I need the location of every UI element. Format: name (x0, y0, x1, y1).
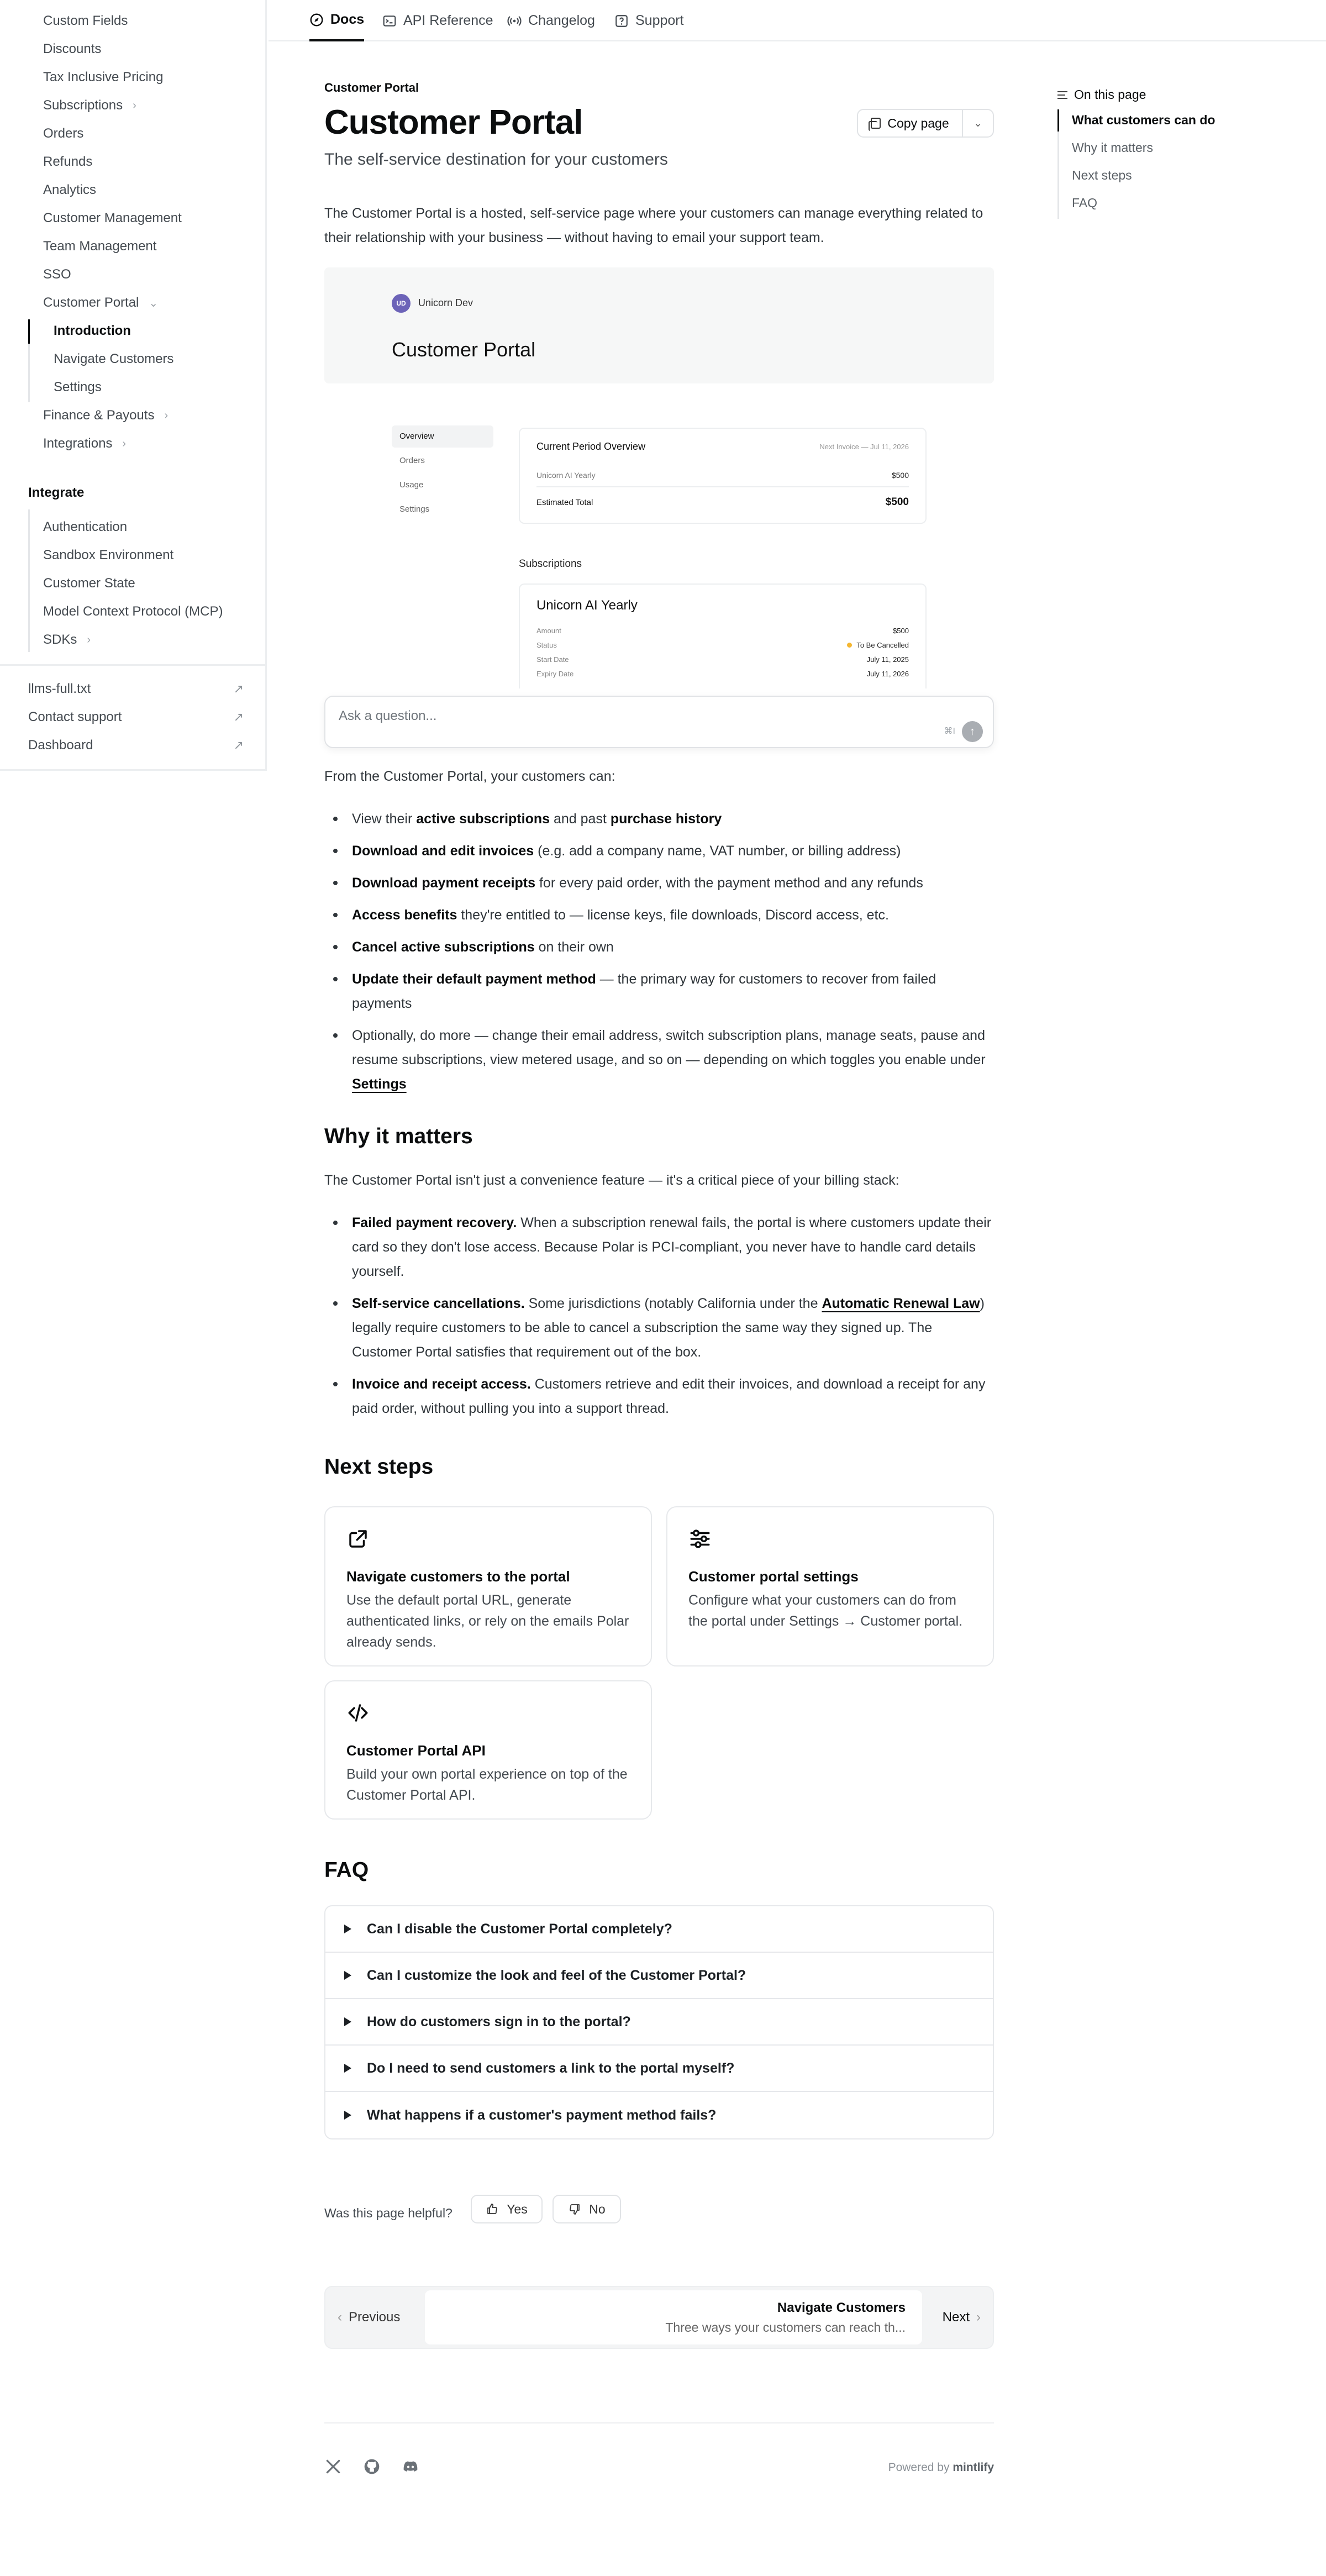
mintlify-logo: mintlify (953, 2461, 994, 2474)
row-key: Status (536, 641, 557, 649)
helpful-question: Was this page helpful? (324, 2206, 452, 2220)
list-item (352, 1211, 994, 1284)
thumbs-down-icon (568, 2202, 581, 2216)
toc-title-label: On this page (1074, 87, 1146, 102)
item-bold: Download and edit invoices (352, 843, 534, 859)
faq-item[interactable] (325, 1953, 993, 1999)
preview-nav-item: Overview (392, 425, 493, 448)
card-description: Use the default portal URL, generate authenticated links, or rely on the emails Polar already sends. (346, 1592, 629, 1650)
arrow-up-right-icon: ↗ (233, 738, 244, 752)
thumbs-up-icon (486, 2202, 499, 2216)
sidebar (0, 0, 267, 771)
sidebar-item-label: Tax Inclusive Pricing (43, 70, 164, 85)
faq-item[interactable] (325, 2092, 993, 2138)
sidebar-item-mcp[interactable] (43, 602, 223, 622)
list-item (352, 967, 994, 1016)
sidebar-item-tax-inclusive-pricing[interactable] (43, 67, 163, 87)
next-page-title: Navigate Customers (777, 2300, 906, 2315)
tab-label: Support (635, 13, 684, 28)
caret-right-icon (344, 1971, 351, 1980)
ask-assistant-bar (324, 696, 994, 748)
tab-docs[interactable] (309, 0, 364, 41)
sidebar-divider (0, 664, 267, 666)
link-label: llms-full.txt (28, 681, 91, 696)
chevron-down-icon: ⌄ (149, 297, 159, 309)
sidebar-item-sandbox-environment[interactable] (43, 545, 173, 565)
faq-question: Can I customize the look and feel of the Customer Portal? (367, 1967, 746, 1983)
sidebar-item-finance-payouts[interactable] (43, 406, 168, 425)
chevron-right-icon: › (164, 409, 169, 422)
next-page-link[interactable] (943, 2287, 981, 2348)
toc-item-what-customers-can-do[interactable]: What customers can do (1072, 113, 1216, 127)
item-bold: purchase history (610, 811, 722, 827)
sidebar-item-label: Introduction (54, 323, 131, 338)
compass-icon (309, 13, 324, 27)
sidebar-item-label: Refunds (43, 154, 93, 169)
tab-changelog[interactable] (507, 0, 595, 41)
link-label: Dashboard (28, 738, 93, 753)
item-text: Some jurisdictions (notably California under the (524, 1296, 822, 1311)
sidebar-item-sdks[interactable] (43, 630, 91, 650)
toc-title (1057, 87, 1146, 102)
faq-item[interactable] (325, 1906, 993, 1953)
overview-head (536, 429, 909, 464)
item-text: (e.g. add a company name, VAT number, or billing address) (534, 843, 901, 859)
group-rail (28, 509, 30, 652)
card-customer-portal-api[interactable] (324, 1680, 652, 1820)
sidebar-item-label: Sandbox Environment (43, 548, 174, 562)
chevron-left-icon: ‹ (338, 2310, 342, 2325)
preview-nav-item: Settings (399, 504, 430, 514)
arrow-up-right-icon: ↗ (233, 682, 244, 696)
github-icon (363, 2458, 381, 2475)
sidebar-item-discounts[interactable] (43, 39, 101, 59)
row-key: Expiry Date (536, 670, 574, 678)
preview-nav-item: Orders (399, 456, 425, 465)
sidebar-item-custom-fields[interactable] (43, 11, 128, 31)
overview-title: Current Period Overview (536, 440, 646, 452)
external-link-llms-full[interactable] (28, 679, 244, 699)
github-social-link[interactable] (363, 2458, 381, 2475)
sidebar-item-customer-management[interactable] (43, 208, 182, 228)
card-title: Customer Portal API (346, 1742, 486, 1759)
no-label: No (589, 2201, 606, 2216)
line-value: $500 (891, 471, 909, 480)
sidebar-item-label: Navigate Customers (54, 351, 174, 366)
chevron-down-icon: ⌄ (974, 117, 982, 129)
sidebar-item-label: Orders (43, 126, 84, 141)
automatic-renewal-law-link[interactable]: Automatic Renewal Law (822, 1296, 980, 1311)
sidebar-item-label: Customer Portal (43, 295, 139, 310)
subscription-title: Unicorn AI Yearly (536, 598, 638, 613)
toc-item-faq[interactable]: FAQ (1072, 196, 1098, 210)
sidebar-item-label: Discounts (43, 41, 102, 56)
item-bold: Cancel active subscriptions (352, 939, 535, 955)
sidebar-item-subscriptions[interactable] (43, 96, 136, 115)
faq-item[interactable] (325, 1999, 993, 2046)
intro-paragraph: The Customer Portal is a hosted, self-service page where your customers can manage everything related to their relationship with your business — without having to email your support team. (324, 206, 983, 245)
item-bold: Update their default payment method (352, 971, 596, 987)
can-do-lead: From the Customer Portal, your customers can: (324, 769, 615, 784)
powered-by[interactable] (888, 2461, 994, 2474)
next-invoice: Next Invoice — Jul 11, 2026 (819, 442, 909, 451)
row-value: To Be Cancelled (856, 641, 909, 649)
discord-icon (402, 2458, 419, 2475)
preview-overview-card (519, 428, 927, 524)
chevron-right-icon: › (133, 99, 136, 112)
subscription-row (536, 670, 909, 684)
sidebar-item-label: Team Management (43, 239, 157, 254)
sidebar-item-label: Customer State (43, 576, 135, 591)
row-value: $500 (893, 627, 909, 635)
sidebar-item-navigate-customers[interactable] (54, 349, 173, 369)
code-icon (346, 1701, 370, 1725)
caret-right-icon (344, 2064, 351, 2073)
helpful-yes-button[interactable] (471, 2195, 543, 2223)
item-bold: Download payment receipts (352, 875, 536, 891)
sidebar-item-authentication[interactable] (43, 517, 127, 537)
sidebar-item-label: Authentication (43, 519, 128, 534)
next-page-description: Three ways your customers can reach th... (665, 2320, 906, 2335)
sidebar-item-customer-portal[interactable] (43, 293, 158, 313)
row-value: July 11, 2025 (866, 655, 909, 664)
heading-why-it-matters: Why it matters (324, 1124, 473, 1148)
portal-preview-header (324, 267, 994, 383)
broadcast-icon (507, 14, 522, 28)
row-key: Start Date (536, 655, 569, 664)
previous-page-link[interactable] (338, 2287, 400, 2348)
tab-label: Docs (330, 12, 365, 27)
list-item (352, 807, 994, 831)
sidebar-item-label: Model Context Protocol (MCP) (43, 604, 223, 619)
faq-item[interactable] (325, 2046, 993, 2092)
item-bold: Failed payment recovery. (352, 1215, 517, 1231)
tab-support[interactable] (614, 0, 684, 41)
list-item (352, 903, 994, 927)
sidebar-item-customer-state[interactable] (43, 574, 135, 593)
sidebar-group-title: Integrate (28, 485, 85, 500)
chevron-right-icon: › (87, 633, 91, 646)
copy-page-label: Copy page (887, 115, 949, 130)
x-social-link[interactable] (324, 2458, 342, 2475)
item-text: Optionally, do more — change their email address, switch subscription plans, manage seats, pause and resume subscriptions, view metered usage, and so on — depending on which toggles you enable under (352, 1028, 986, 1068)
sliders-icon (688, 1527, 712, 1550)
preview-subscriptions-label: Subscriptions (519, 558, 582, 570)
sidebar-item-sso[interactable] (43, 265, 71, 285)
tab-api-reference[interactable] (382, 0, 493, 41)
total-value: $500 (885, 496, 909, 508)
copy-icon (871, 118, 881, 129)
item-text: Customers retrieve and edit their invoices, and download a receipt for any paid order, without pulling you into a support thread. (352, 1376, 986, 1416)
item-text: they're entitled to — license keys, file downloads, Discord access, etc. (457, 907, 889, 923)
heading-next-steps: Next steps (324, 1455, 434, 1479)
sidebar-item-label: Settings (54, 380, 102, 395)
faq-question: Can I disable the Customer Portal completely? (367, 1921, 672, 1937)
shortcut-hint: ⌘I (944, 727, 955, 736)
helpful-no-button[interactable] (552, 2195, 621, 2223)
item-bold: Invoice and receipt access. (352, 1376, 531, 1392)
status-dot-icon (847, 643, 852, 648)
help-icon (614, 14, 629, 28)
row-key: Amount (536, 627, 561, 635)
list-item (352, 1372, 994, 1421)
item-bold: Self-service cancellations. (352, 1296, 525, 1311)
list-item (352, 935, 994, 959)
page-subtitle: The self-service destination for your customers (324, 150, 668, 169)
preview-nav (392, 425, 493, 523)
sidebar-item-label: Analytics (43, 182, 97, 197)
sidebar-item-label: SSO (43, 267, 71, 282)
external-link-dashboard[interactable] (28, 735, 244, 755)
overview-total (536, 486, 909, 517)
external-link-icon (346, 1527, 370, 1550)
chevron-right-icon: › (122, 437, 127, 450)
subscription-row (536, 655, 909, 670)
sidebar-item-label: Customer Management (43, 211, 182, 225)
item-bold: Access benefits (352, 907, 457, 923)
copy-page-button[interactable] (858, 110, 963, 136)
card-description: Build your own portal experience on top of the Customer Portal API. (346, 1767, 628, 1803)
preview-nav-item: Usage (399, 480, 424, 490)
brand-logo: UD (392, 294, 411, 313)
subscription-row (536, 627, 909, 641)
sidebar-item-integrations[interactable] (43, 434, 126, 454)
item-text: When a subscription renewal fails, the portal is where customers update their card so they don't lose access. Because Polar is PCI-compliant, you never have to handle card details yourself. (352, 1215, 992, 1279)
yes-label: Yes (507, 2201, 528, 2216)
preview-subscription-card (519, 583, 927, 688)
sidebar-item-introduction[interactable] (54, 321, 131, 341)
card-customer-portal-settings[interactable] (666, 1506, 994, 1666)
faq-question: Do I need to send customers a link to the portal myself? (367, 2060, 735, 2076)
settings-link[interactable]: Settings (352, 1076, 407, 1092)
caret-right-icon (344, 2017, 351, 2026)
item-text: View their (352, 811, 417, 827)
send-button[interactable] (962, 721, 983, 742)
faq-accordion (324, 1905, 994, 2139)
terminal-icon (382, 14, 397, 28)
sidebar-item-settings[interactable] (54, 377, 102, 397)
list-item (352, 839, 994, 863)
toc-item-next-steps[interactable]: Next steps (1072, 168, 1132, 182)
x-logo-icon (324, 2458, 342, 2475)
list-item (352, 1023, 994, 1096)
sidebar-item-refunds[interactable] (43, 152, 92, 172)
sidebar-item-team-management[interactable] (43, 236, 156, 256)
copy-page-dropdown[interactable] (963, 118, 993, 129)
item-text: for every paid order, with the payment method and any refunds (535, 875, 923, 891)
next-page-card[interactable] (425, 2290, 922, 2344)
sidebar-item-label: Subscriptions (43, 98, 123, 113)
brand-name: Unicorn Dev (418, 297, 473, 308)
list-icon (1057, 91, 1067, 99)
previous-label: Previous (349, 2310, 401, 2325)
sidebar-item-analytics[interactable] (43, 180, 96, 200)
line-item: Unicorn AI Yearly (536, 471, 596, 480)
total-label: Estimated Total (536, 497, 593, 507)
tab-label: Changelog (528, 13, 595, 28)
portal-preview-body (324, 383, 994, 688)
heading-faq: FAQ (324, 1858, 369, 1882)
page-eyebrow: Customer Portal (324, 81, 419, 94)
page-pager (324, 2286, 994, 2349)
item-text: and past (550, 811, 611, 827)
item-text: — the primary way for customers to recover from failed payments (352, 971, 936, 1011)
faq-question: What happens if a customer's payment method fails? (367, 2107, 717, 2123)
sidebar-item-label: Finance & Payouts (43, 408, 155, 423)
item-text: on their own (534, 939, 614, 955)
caret-right-icon (344, 1925, 351, 1933)
copy-page-control (857, 109, 994, 138)
card-title: Customer portal settings (688, 1568, 859, 1585)
toc-item-why-it-matters[interactable]: Why it matters (1072, 140, 1153, 155)
row-value: July 11, 2026 (866, 670, 909, 678)
overview-line (536, 464, 909, 486)
ask-input[interactable] (339, 707, 891, 726)
tab-label: API Reference (403, 13, 493, 28)
list-item (352, 871, 994, 895)
link-label: Contact support (28, 709, 122, 724)
sidebar-item-label: Custom Fields (43, 13, 128, 28)
arrow-up-icon: ↑ (970, 725, 975, 738)
card-title: Navigate customers to the portal (346, 1568, 570, 1585)
subnav-active-indicator (28, 319, 30, 344)
sidebar-item-label: Integrations (43, 436, 113, 451)
page-title: Customer Portal (324, 103, 583, 141)
arrow-up-right-icon: ↗ (233, 710, 244, 724)
top-tabs (269, 0, 1326, 41)
footer-divider (324, 2422, 994, 2423)
card-navigate-customers[interactable] (324, 1506, 652, 1666)
chevron-right-icon: › (976, 2310, 981, 2325)
external-link-contact-support[interactable] (28, 707, 244, 727)
faq-question: How do customers sign in to the portal? (367, 2014, 631, 2030)
toc-active-indicator (1057, 109, 1059, 132)
caret-right-icon (344, 2111, 351, 2120)
portal-preview-title: Customer Portal (392, 338, 536, 361)
card-description: Configure what your customers can do from the portal under Settings → Customer portal. (688, 1592, 963, 1629)
powered-prefix: Powered by (888, 2461, 950, 2474)
subscription-row (536, 641, 909, 655)
item-text: ) legally require customers to be able to cancel a subscription the same way they signed up. The Customer Portal satisfies that requirement out of the box. (352, 1296, 985, 1360)
discord-social-link[interactable] (402, 2458, 419, 2475)
why-lead: The Customer Portal isn't just a convenience feature — it's a critical piece of your billing stack: (324, 1173, 899, 1188)
next-label: Next (942, 2310, 970, 2325)
sidebar-item-orders[interactable] (43, 124, 83, 144)
item-bold: active subscriptions (416, 811, 550, 827)
list-item (352, 1291, 994, 1364)
sidebar-item-label: SDKs (43, 632, 77, 647)
